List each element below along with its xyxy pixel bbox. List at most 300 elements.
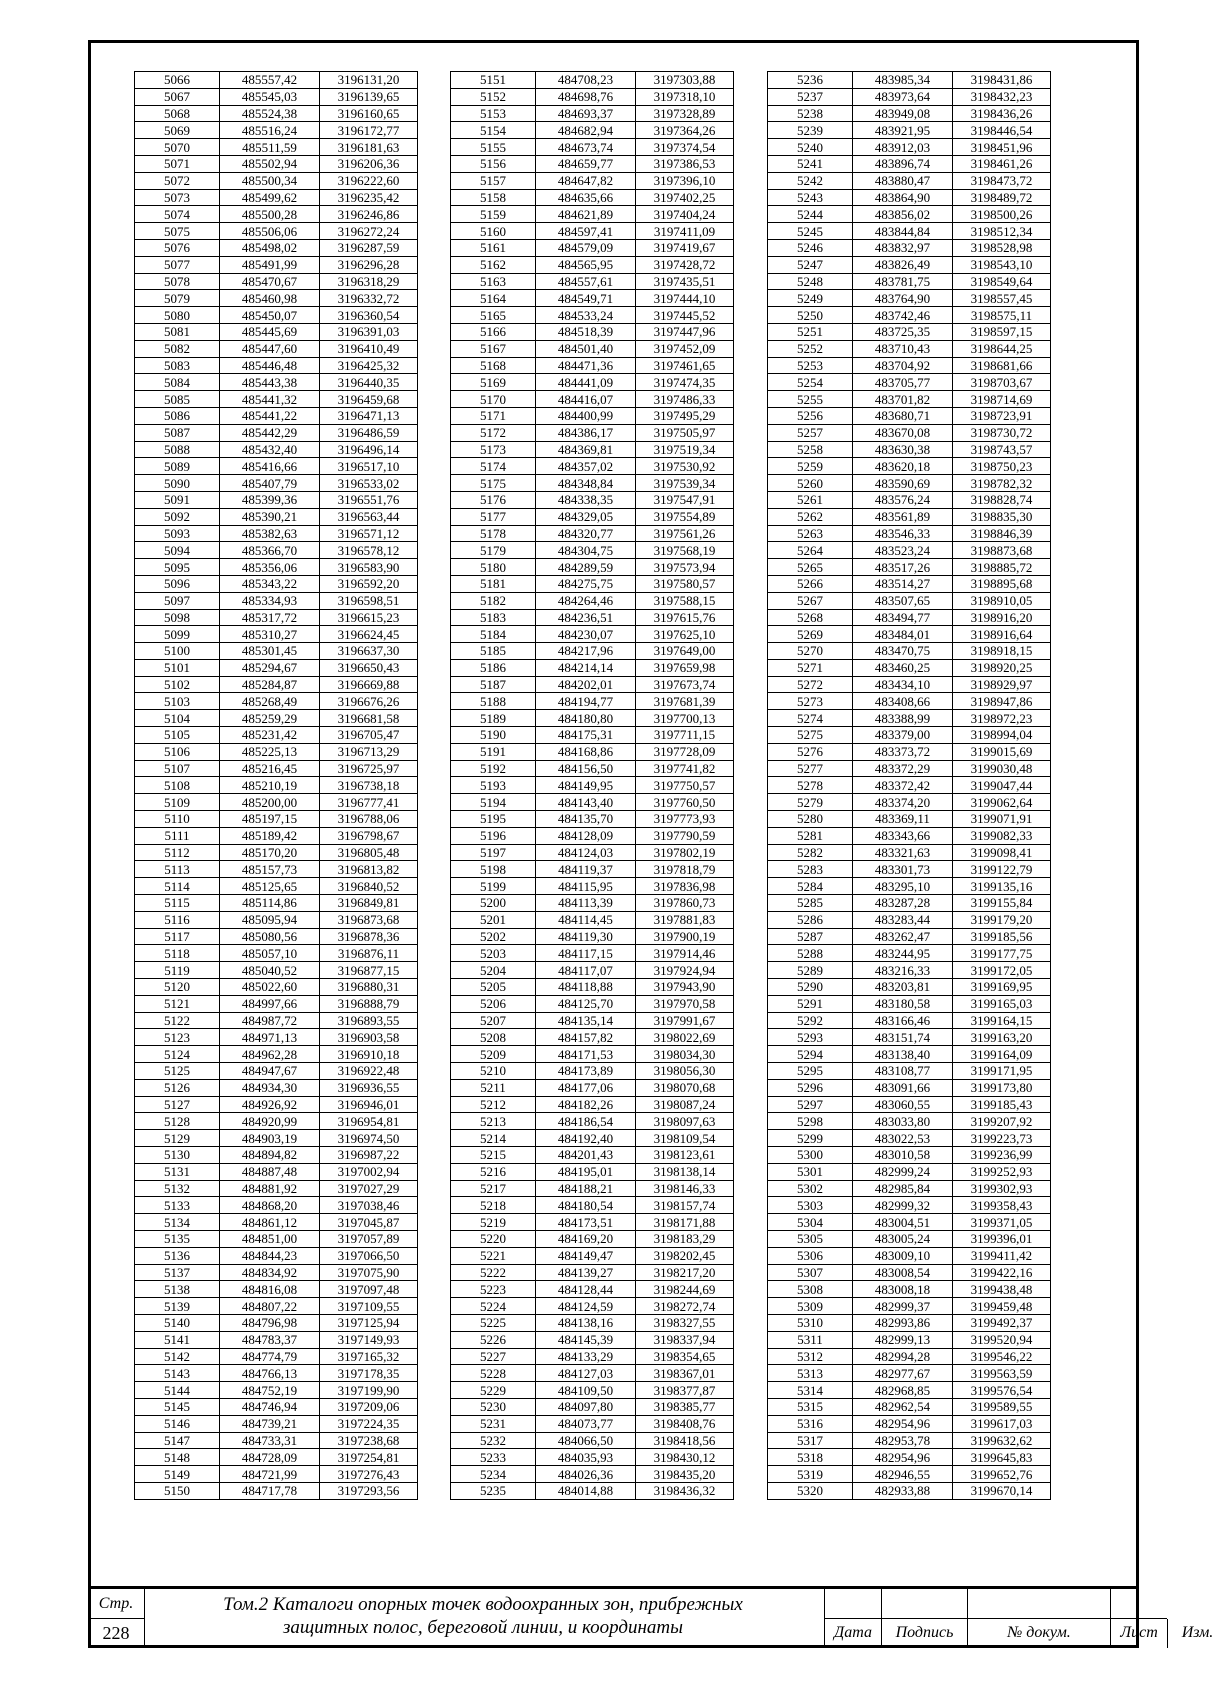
- table-row: [135, 139, 418, 156]
- table-row: [768, 189, 1051, 206]
- coord-x: 484557,61: [536, 273, 636, 290]
- coord-x: 483372,29: [853, 760, 953, 777]
- point-number: 5263: [768, 525, 853, 542]
- coord-x: 484192,40: [536, 1130, 636, 1147]
- table-row: [135, 491, 418, 508]
- stamp-label-revision: Изм.: [1167, 1619, 1227, 1648]
- table-row: [135, 458, 418, 475]
- point-number: 5312: [768, 1348, 853, 1365]
- coord-x: 484125,70: [536, 995, 636, 1012]
- coord-x: 483561,89: [853, 508, 953, 525]
- point-number: 5148: [135, 1449, 220, 1466]
- coord-y: 3198097,63: [636, 1113, 734, 1130]
- coord-y: 3198377,87: [636, 1382, 734, 1399]
- point-number: 5199: [451, 878, 536, 895]
- table-row: [451, 1348, 734, 1365]
- table-row: [451, 827, 734, 844]
- table-row: [135, 542, 418, 559]
- point-number: 5195: [451, 811, 536, 828]
- coord-x: 485343,22: [220, 575, 320, 592]
- coord-x: 482999,32: [853, 1197, 953, 1214]
- coord-x: 483484,01: [853, 626, 953, 643]
- table-row: [768, 172, 1051, 189]
- coordinates-table-2: [450, 71, 734, 1500]
- coord-y: 3197659,98: [636, 659, 734, 676]
- table-row: [451, 1029, 734, 1046]
- coord-y: 3197486,33: [636, 391, 734, 408]
- coord-x: 483022,53: [853, 1130, 953, 1147]
- coord-x: 482993,86: [853, 1314, 953, 1331]
- point-number: 5210: [451, 1063, 536, 1080]
- coord-y: 3199164,09: [953, 1046, 1051, 1063]
- coord-y: 3198217,20: [636, 1264, 734, 1281]
- coord-y: 3196805,48: [320, 844, 418, 861]
- point-number: 5300: [768, 1147, 853, 1164]
- point-number: 5283: [768, 861, 853, 878]
- table-row: [768, 575, 1051, 592]
- coord-y: 3198087,24: [636, 1096, 734, 1113]
- point-number: 5163: [451, 273, 536, 290]
- point-number: 5165: [451, 307, 536, 324]
- table-row: [135, 1063, 418, 1080]
- table-row: [451, 743, 734, 760]
- coord-x: 484236,51: [536, 609, 636, 626]
- coord-x: 483880,47: [853, 172, 953, 189]
- table-row: [451, 122, 734, 139]
- table-row: [135, 475, 418, 492]
- coord-y: 3198056,30: [636, 1063, 734, 1080]
- coord-x: 483921,95: [853, 122, 953, 139]
- coord-y: 3196637,30: [320, 643, 418, 660]
- coord-y: 3198337,94: [636, 1331, 734, 1348]
- coord-x: 482954,96: [853, 1449, 953, 1466]
- coord-x: 484659,77: [536, 155, 636, 172]
- coord-x: 485189,42: [220, 827, 320, 844]
- coord-x: 485210,19: [220, 777, 320, 794]
- point-number: 5294: [768, 1046, 853, 1063]
- point-number: 5084: [135, 374, 220, 391]
- coord-y: 3196172,77: [320, 122, 418, 139]
- coord-y: 3198994,04: [953, 727, 1051, 744]
- coord-y: 3196246,86: [320, 206, 418, 223]
- table-row: [135, 1197, 418, 1214]
- table-row: [135, 727, 418, 744]
- coord-x: 484115,95: [536, 878, 636, 895]
- table-row: [135, 895, 418, 912]
- point-number: 5268: [768, 609, 853, 626]
- point-number: 5245: [768, 223, 853, 240]
- coord-y: 3199576,54: [953, 1382, 1051, 1399]
- point-number: 5234: [451, 1466, 536, 1483]
- coord-y: 3197580,57: [636, 575, 734, 592]
- table-row: [135, 374, 418, 391]
- table-row: [135, 256, 418, 273]
- coord-y: 3196876,11: [320, 945, 418, 962]
- point-number: 5250: [768, 307, 853, 324]
- coord-y: 3196486,59: [320, 424, 418, 441]
- title-line-2: защитных полос, береговой линии, и координаты: [282, 1617, 683, 1638]
- table-row: [768, 878, 1051, 895]
- coord-x: 484861,12: [220, 1214, 320, 1231]
- point-number: 5207: [451, 1012, 536, 1029]
- table-row: [135, 693, 418, 710]
- coord-x: 485450,07: [220, 307, 320, 324]
- point-number: 5137: [135, 1264, 220, 1281]
- coord-x: 484175,31: [536, 727, 636, 744]
- coordinates-table-1: [134, 71, 418, 1500]
- point-number: 5237: [768, 88, 853, 105]
- table-row: [451, 643, 734, 660]
- coord-x: 485498,02: [220, 239, 320, 256]
- coord-x: 483670,08: [853, 424, 953, 441]
- coord-y: 3196410,49: [320, 340, 418, 357]
- point-number: 5094: [135, 542, 220, 559]
- table-row: [135, 1432, 418, 1449]
- coord-y: 3198123,61: [636, 1147, 734, 1164]
- coord-y: 3196563,44: [320, 508, 418, 525]
- coord-y: 3196360,54: [320, 307, 418, 324]
- table-row: [135, 206, 418, 223]
- coord-y: 3199223,73: [953, 1130, 1051, 1147]
- coord-y: 3197900,19: [636, 928, 734, 945]
- coord-x: 484693,37: [536, 105, 636, 122]
- coord-y: 3196440,35: [320, 374, 418, 391]
- table-row: [768, 895, 1051, 912]
- coord-x: 485441,22: [220, 407, 320, 424]
- point-number: 5114: [135, 878, 220, 895]
- point-number: 5291: [768, 995, 853, 1012]
- coord-x: 485399,36: [220, 491, 320, 508]
- point-number: 5149: [135, 1466, 220, 1483]
- table-row: [135, 273, 418, 290]
- coord-x: 483388,99: [853, 710, 953, 727]
- coord-y: 3199177,75: [953, 945, 1051, 962]
- table-row: [451, 206, 734, 223]
- coord-y: 3198512,34: [953, 223, 1051, 240]
- point-number: 5166: [451, 323, 536, 340]
- coord-y: 3197681,39: [636, 693, 734, 710]
- coord-y: 3197386,53: [636, 155, 734, 172]
- coord-x: 485382,63: [220, 525, 320, 542]
- table-row: [768, 1079, 1051, 1096]
- table-row: [135, 1331, 418, 1348]
- table-row: [135, 1365, 418, 1382]
- point-number: 5271: [768, 659, 853, 676]
- table-row: [768, 1466, 1051, 1483]
- point-number: 5225: [451, 1314, 536, 1331]
- coord-y: 3197760,50: [636, 794, 734, 811]
- point-number: 5238: [768, 105, 853, 122]
- coord-x: 484171,53: [536, 1046, 636, 1063]
- coord-x: 485225,13: [220, 743, 320, 760]
- coord-x: 483781,75: [853, 273, 953, 290]
- point-number: 5150: [135, 1482, 220, 1499]
- coord-x: 484114,45: [536, 911, 636, 928]
- coord-y: 3197038,46: [320, 1197, 418, 1214]
- table-row: [451, 895, 734, 912]
- table-row: [451, 223, 734, 240]
- coord-y: 3196880,31: [320, 979, 418, 996]
- coord-y: 3197149,93: [320, 1331, 418, 1348]
- coord-y: 3197554,89: [636, 508, 734, 525]
- coord-y: 3196425,32: [320, 357, 418, 374]
- point-number: 5178: [451, 525, 536, 542]
- coord-y: 3196922,48: [320, 1063, 418, 1080]
- point-number: 5259: [768, 458, 853, 475]
- coord-y: 3199302,93: [953, 1180, 1051, 1197]
- table-row: [768, 407, 1051, 424]
- table-row: [451, 1482, 734, 1499]
- coord-x: 483710,43: [853, 340, 953, 357]
- table-row: [768, 844, 1051, 861]
- coord-y: 3197276,43: [320, 1466, 418, 1483]
- coord-x: 484124,03: [536, 844, 636, 861]
- point-number: 5232: [451, 1432, 536, 1449]
- coord-x: 483180,58: [853, 995, 953, 1012]
- table-row: [135, 1230, 418, 1247]
- table-row: [451, 1398, 734, 1415]
- table-row: [768, 256, 1051, 273]
- coord-y: 3197303,88: [636, 72, 734, 89]
- coord-x: 484264,46: [536, 592, 636, 609]
- table-row: [135, 794, 418, 811]
- coord-x: 485080,56: [220, 928, 320, 945]
- table-row: [451, 1214, 734, 1231]
- point-number: 5067: [135, 88, 220, 105]
- table-row: [451, 323, 734, 340]
- table-row: [768, 88, 1051, 105]
- coord-x: 483216,33: [853, 962, 953, 979]
- coord-x: 484400,99: [536, 407, 636, 424]
- coord-x: 484635,66: [536, 189, 636, 206]
- table-row: [135, 1012, 418, 1029]
- point-number: 5153: [451, 105, 536, 122]
- coord-x: 484145,39: [536, 1331, 636, 1348]
- coord-y: 3197238,68: [320, 1432, 418, 1449]
- point-number: 5147: [135, 1432, 220, 1449]
- coord-x: 484987,72: [220, 1012, 320, 1029]
- table-row: [768, 1449, 1051, 1466]
- coord-y: 3198873,68: [953, 542, 1051, 559]
- coord-x: 484230,07: [536, 626, 636, 643]
- point-number: 5131: [135, 1163, 220, 1180]
- table-row: [451, 659, 734, 676]
- point-number: 5158: [451, 189, 536, 206]
- coord-y: 3196738,18: [320, 777, 418, 794]
- table-row: [135, 1264, 418, 1281]
- coord-y: 3198431,86: [953, 72, 1051, 89]
- point-number: 5152: [451, 88, 536, 105]
- table-row: [768, 995, 1051, 1012]
- coord-y: 3199358,43: [953, 1197, 1051, 1214]
- table-row: [135, 508, 418, 525]
- coord-x: 483856,02: [853, 206, 953, 223]
- point-number: 5203: [451, 945, 536, 962]
- coord-y: 3197588,15: [636, 592, 734, 609]
- table-row: [451, 1281, 734, 1298]
- coord-x: 483844,84: [853, 223, 953, 240]
- point-number: 5073: [135, 189, 220, 206]
- table-row: [135, 1180, 418, 1197]
- table-row: [135, 592, 418, 609]
- coord-y: 3199169,95: [953, 979, 1051, 996]
- table-row: [768, 105, 1051, 122]
- coord-y: 3197045,87: [320, 1214, 418, 1231]
- coord-y: 3197254,81: [320, 1449, 418, 1466]
- point-number: 5206: [451, 995, 536, 1012]
- coord-x: 484119,37: [536, 861, 636, 878]
- coord-x: 484881,92: [220, 1180, 320, 1197]
- point-number: 5213: [451, 1113, 536, 1130]
- coord-y: 3197027,29: [320, 1180, 418, 1197]
- coord-x: 484471,36: [536, 357, 636, 374]
- point-number: 5164: [451, 290, 536, 307]
- coord-y: 3197165,32: [320, 1348, 418, 1365]
- coord-x: 482968,85: [853, 1382, 953, 1399]
- table-row: [768, 273, 1051, 290]
- stamp-label-sheet: Лист: [1110, 1619, 1167, 1648]
- table-row: [768, 609, 1051, 626]
- coord-y: 3196878,36: [320, 928, 418, 945]
- coord-y: 3197447,96: [636, 323, 734, 340]
- point-number: 5183: [451, 609, 536, 626]
- coord-x: 484133,29: [536, 1348, 636, 1365]
- coord-x: 484621,89: [536, 206, 636, 223]
- table-row: [135, 609, 418, 626]
- point-number: 5141: [135, 1331, 220, 1348]
- coord-x: 484214,14: [536, 659, 636, 676]
- coord-x: 483896,74: [853, 155, 953, 172]
- coord-y: 3198916,64: [953, 626, 1051, 643]
- coord-x: 482994,28: [853, 1348, 953, 1365]
- table-row: [768, 626, 1051, 643]
- coord-y: 3196235,42: [320, 189, 418, 206]
- coord-x: 484117,07: [536, 962, 636, 979]
- table-row: [135, 340, 418, 357]
- table-row: [768, 945, 1051, 962]
- table-row: [768, 693, 1051, 710]
- coord-x: 485447,60: [220, 340, 320, 357]
- coord-x: 483576,24: [853, 491, 953, 508]
- point-number: 5273: [768, 693, 853, 710]
- coord-x: 483008,54: [853, 1264, 953, 1281]
- point-number: 5088: [135, 441, 220, 458]
- coord-y: 3199371,05: [953, 1214, 1051, 1231]
- coord-y: 3199172,05: [953, 962, 1051, 979]
- coord-y: 3199179,20: [953, 911, 1051, 928]
- point-number: 5197: [451, 844, 536, 861]
- point-number: 5105: [135, 727, 220, 744]
- coord-x: 483372,42: [853, 777, 953, 794]
- table-row: [135, 979, 418, 996]
- coord-y: 3198418,56: [636, 1432, 734, 1449]
- coord-x: 485268,49: [220, 693, 320, 710]
- table-row: [451, 995, 734, 1012]
- table-row: [451, 928, 734, 945]
- point-number: 5135: [135, 1230, 220, 1247]
- coord-x: 482933,88: [853, 1482, 953, 1499]
- point-number: 5194: [451, 794, 536, 811]
- table-row: [768, 760, 1051, 777]
- coord-y: 3196813,82: [320, 861, 418, 878]
- point-number: 5109: [135, 794, 220, 811]
- coord-x: 484416,07: [536, 391, 636, 408]
- point-number: 5270: [768, 643, 853, 660]
- point-number: 5220: [451, 1230, 536, 1247]
- point-number: 5241: [768, 155, 853, 172]
- table-row: [135, 911, 418, 928]
- coord-x: 484733,31: [220, 1432, 320, 1449]
- coord-x: 484357,02: [536, 458, 636, 475]
- table-row: [768, 1365, 1051, 1382]
- table-row: [451, 1432, 734, 1449]
- coord-x: 484320,77: [536, 525, 636, 542]
- stamp-cell: [967, 1589, 1110, 1619]
- table-row: [451, 592, 734, 609]
- point-number: 5278: [768, 777, 853, 794]
- point-number: 5132: [135, 1180, 220, 1197]
- coord-x: 484157,82: [536, 1029, 636, 1046]
- table-row: [768, 525, 1051, 542]
- point-number: 5254: [768, 374, 853, 391]
- point-number: 5133: [135, 1197, 220, 1214]
- coord-x: 483680,71: [853, 407, 953, 424]
- point-number: 5215: [451, 1147, 536, 1164]
- table-row: [451, 559, 734, 576]
- coord-x: 485334,93: [220, 592, 320, 609]
- coord-x: 484903,19: [220, 1130, 320, 1147]
- point-number: 5077: [135, 256, 220, 273]
- point-number: 5124: [135, 1046, 220, 1063]
- coord-x: 482954,96: [853, 1415, 953, 1432]
- table-row: [768, 1432, 1051, 1449]
- table-row: [768, 491, 1051, 508]
- point-number: 5202: [451, 928, 536, 945]
- table-row: [768, 1281, 1051, 1298]
- table-row: [135, 1382, 418, 1399]
- point-number: 5247: [768, 256, 853, 273]
- coord-x: 484796,98: [220, 1314, 320, 1331]
- table-row: [135, 1029, 418, 1046]
- coord-x: 484597,41: [536, 223, 636, 240]
- coord-x: 484549,71: [536, 290, 636, 307]
- table-row: [451, 1382, 734, 1399]
- table-row: [768, 1230, 1051, 1247]
- table-row: [135, 659, 418, 676]
- coord-y: 3198549,64: [953, 273, 1051, 290]
- coord-x: 483374,20: [853, 794, 953, 811]
- point-number: 5235: [451, 1482, 536, 1499]
- coord-y: 3196777,41: [320, 794, 418, 811]
- coord-y: 3196533,02: [320, 475, 418, 492]
- coord-y: 3196583,90: [320, 559, 418, 576]
- point-number: 5193: [451, 777, 536, 794]
- table-row: [768, 458, 1051, 475]
- coord-x: 485197,15: [220, 811, 320, 828]
- point-number: 5280: [768, 811, 853, 828]
- coord-y: 3198272,74: [636, 1298, 734, 1315]
- coord-x: 483460,25: [853, 659, 953, 676]
- coord-x: 482999,13: [853, 1331, 953, 1348]
- coord-y: 3197178,35: [320, 1365, 418, 1382]
- table-row: [451, 290, 734, 307]
- coord-x: 483973,64: [853, 88, 953, 105]
- coord-x: 485200,00: [220, 794, 320, 811]
- coord-y: 3199165,03: [953, 995, 1051, 1012]
- coord-y: 3196650,43: [320, 659, 418, 676]
- coord-y: 3197374,54: [636, 139, 734, 156]
- coord-x: 485125,65: [220, 878, 320, 895]
